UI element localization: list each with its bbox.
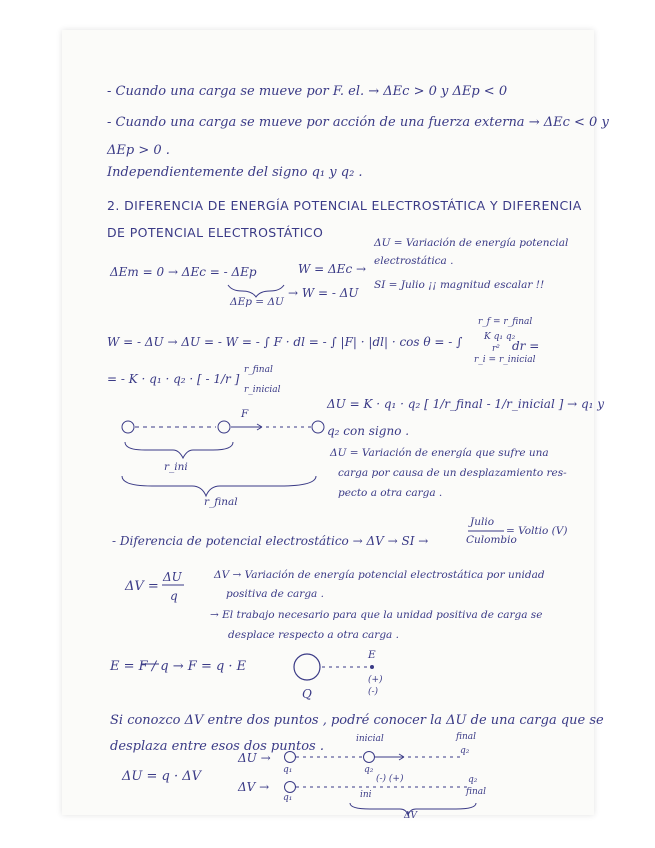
rini-brace — [125, 442, 233, 458]
charge-Q-circle — [294, 654, 320, 680]
row2-ini: ini — [360, 790, 372, 800]
du-def-3: pecto a otra carga . — [338, 487, 443, 499]
integral-tail: dr = — [512, 339, 540, 353]
bracket-top: r_final — [244, 365, 273, 375]
du-def-2: carga por causa de un desplazamiento res- — [338, 467, 567, 479]
label-F: F — [241, 408, 249, 420]
bottom-line-2: desplaza entre esos dos puntos . — [110, 739, 324, 754]
row2-q2: q₂ — [468, 775, 478, 785]
dv-unit-den: Culombio — [466, 534, 517, 546]
eq-ep-u: ΔEp = ΔU — [230, 296, 284, 308]
dv-def-4: desplace respecto a otra carga . — [228, 629, 399, 641]
dv-unit-tail: = Voltio (V) — [506, 525, 568, 537]
label-rini: r_ini — [164, 461, 188, 473]
line-k: = - K · q₁ · q₂ · [ - 1/r ] — [107, 372, 240, 386]
dv-def-1: ΔV → Variación de energía potencial electrostática por unidad — [214, 569, 545, 581]
note-line-4: Independientemente del signo q₁ y q₂ . — [107, 165, 363, 180]
work-line: W = - ΔU → ΔU = - W = - ∫ F · dl = - ∫ |F| · |dl| · cos θ = - ∫ — [107, 335, 463, 349]
note-line-3: ΔEp > 0 . — [107, 143, 170, 158]
row1-q2-mid: q₂ — [364, 765, 374, 775]
integral-top: r_f = r_final — [478, 317, 533, 327]
row1-q2-end: q₂ — [460, 746, 470, 756]
integral-mid: K q₁ q₂ — [484, 332, 516, 342]
section-title-line-2: DE POTENCIAL ELECTROSTÁTICO — [107, 225, 324, 240]
rfinal-brace — [122, 476, 316, 496]
dv-line: - Diferencia de potencial electrostático → ΔV → SI → — [112, 534, 429, 548]
row2-label: ΔV → — [238, 780, 270, 794]
side-note-1: ΔU = Variación de energía potencial — [374, 237, 569, 249]
dv-eq-lhs: ΔV = — [125, 579, 159, 594]
integral-bottom: r_i = r_inicial — [474, 355, 536, 365]
bottom-line-1: Si conozco ΔV entre dos puntos , podré conocer la ΔU de una carga que se — [110, 713, 604, 728]
du-formula: ΔU = K · q₁ · q₂ [ 1/r_final - 1/r_inicial ] → q₁ y — [327, 397, 605, 411]
efield-eq: E = F / q → F = q · E — [110, 659, 247, 674]
eq-em: ΔEm = 0 → ΔEc = - ΔEp — [110, 265, 257, 279]
charge-Q-label: Q — [302, 687, 312, 701]
row2-final: final — [466, 787, 487, 797]
charge-q1-circle — [122, 421, 134, 433]
dv-def-3: → El trabajo necesario para que la unidad positiva de carga se — [210, 609, 543, 621]
label-rfinal: r_final — [204, 496, 238, 508]
note-line-2: - Cuando una carga se mueve por acción de una fuerza externa → ΔEc < 0 y — [107, 115, 609, 130]
row1-inicial: inicial — [356, 734, 384, 744]
dv-eq-num: ΔU — [163, 570, 182, 584]
label-minus-sign: (-) — [368, 687, 379, 697]
du-qdv: ΔU = q · ΔV — [122, 769, 201, 784]
note-line-1: - Cuando una carga se mueve por F. el. → ΔEc > 0 y ΔEp < 0 — [107, 84, 508, 99]
dv-eq-den: q — [170, 589, 178, 603]
integral-den: r² — [492, 344, 500, 354]
du-q2: q₂ con signo . — [327, 424, 410, 438]
bracket-bottom: r_inicial — [244, 385, 281, 395]
eq-w: W = ΔEc → — [298, 262, 367, 276]
dv-unit-num: Julio — [470, 516, 495, 528]
row2-q1: q₁ — [283, 793, 293, 803]
charge-q3-circle — [312, 421, 324, 433]
bottom-q2-circle — [364, 752, 375, 763]
label-plus-sign: (+) — [368, 675, 383, 685]
du-def-1: ΔU = Variación de energía que sufre una — [330, 447, 549, 459]
dv-def-2: positiva de carga . — [226, 588, 324, 600]
label-E: E — [368, 649, 376, 661]
row1-label: ΔU → — [238, 751, 271, 765]
side-note-2: electrostática . — [374, 255, 454, 267]
bottom-q1b-circle — [285, 782, 296, 793]
row2-dv: ΔV — [404, 811, 417, 821]
section-title-line-1: 2. DIFERENCIA DE ENERGÍA POTENCIAL ELECTROSTÁTICA Y DIFERENCIA — [107, 198, 582, 213]
row1-q1: q₁ — [283, 765, 293, 775]
row2-mid: (-) (+) — [376, 774, 404, 784]
side-note-3: SI = Julio ¡¡ magnitud escalar !! — [374, 279, 545, 291]
eq-w2: → W = - ΔU — [288, 286, 359, 300]
row1-final: final — [456, 732, 477, 742]
charge-q2-circle — [218, 421, 230, 433]
